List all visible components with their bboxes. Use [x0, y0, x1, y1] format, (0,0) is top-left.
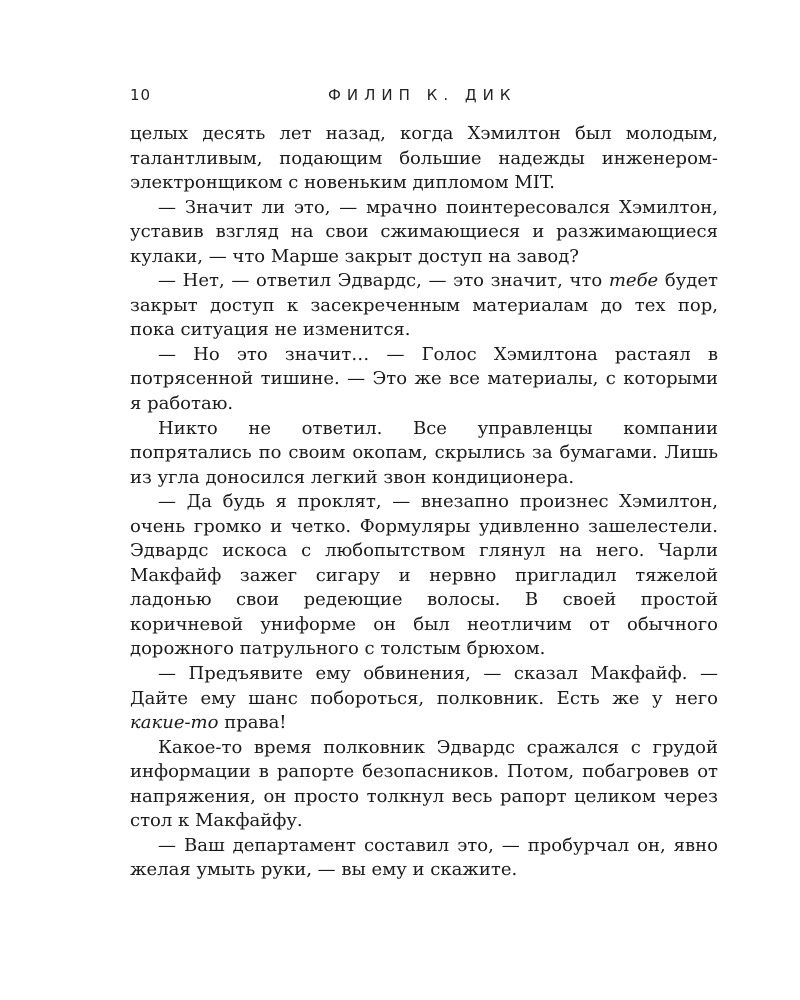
paragraph — [130, 834, 718, 883]
paragraph — [130, 417, 718, 491]
paragraph-text: — Нет, — ответил Эдвардс, — это значит, что — [158, 270, 609, 292]
paragraph-text: — Да будь я проклят, — внезапно произнес Хэмилтон, очень громко и четко. Формуляры удивленно зашелестели. Эдвардс искоса с любопытством глянул на него. Чарли Макфайф зажег сигару и нервно пригладил тяжелой ладонью свои редеющие волосы. В своей простой коричневой униформе он был неотличим от обычного дорожного патрульного с толстым брюхом. — [130, 491, 718, 660]
paragraph — [130, 122, 718, 196]
page-number: 10 — [130, 86, 152, 104]
paragraph — [130, 662, 718, 736]
running-header — [130, 86, 715, 108]
paragraph — [130, 490, 718, 662]
body-text — [130, 122, 718, 883]
paragraph — [130, 343, 718, 417]
paragraph — [130, 736, 718, 834]
author-name: ФИЛИП К. ДИК — [328, 86, 517, 104]
emphasis-text: тебе — [608, 270, 659, 292]
paragraph-text: — Значит ли это, — мрачно поинтересовался Хэмилтон, уставив взгляд на свои сжимающиеся и разжимающиеся кулаки, — что Марше закрыт доступ на завод? — [130, 196, 718, 267]
paragraph-text: целых десять лет назад, когда Хэмилтон был молодым, талантливым, подающим большие надежды инженером-электронщиком с новеньким дипломом MIT. — [130, 123, 718, 194]
paragraph — [130, 196, 718, 270]
paragraph-text: будет закрыт доступ к засекреченным материалам до тех пор, пока ситуация не изменится. — [130, 270, 718, 341]
paragraph-text: права! — [218, 712, 287, 734]
paragraph-text: — Но это значит… — Голос Хэмилтона растаял в потрясенной тишине. — Это же все материалы, с которыми я работаю. — [130, 343, 718, 415]
paragraph-text: — Предъявите ему обвинения, — сказал Макфайф. — Дайте ему шанс побороться, полковник. Есть же у него — [130, 663, 718, 709]
paragraph-text: Никто не ответил. Все управленцы компании попрятались по своим окопам, скрылись за бумагами. Лишь из угла доносился легкий звон кондиционера. — [130, 417, 718, 488]
paragraph — [130, 269, 718, 343]
paragraph-text: — Ваш департамент составил это, — пробурчал он, явно желая умыть руки, — вы ему и скажите. — [130, 834, 718, 881]
paragraph-text: Какое-то время полковник Эдвардс сражался с грудой информации в рапорте безопасников. Потом, побагровев от напряжения, он просто толкнул весь рапорт целиком через стол к Макфайфу. — [130, 736, 718, 832]
emphasis-text: какие-то — [130, 712, 219, 734]
